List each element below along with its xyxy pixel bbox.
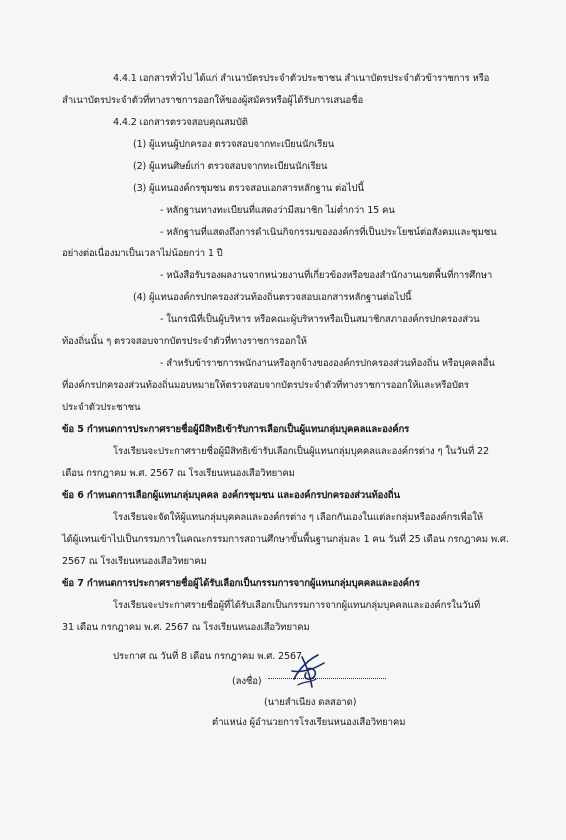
qualification-3-bullet-3: - หนังสือรับรองผลงานจากหน่วยงานที่เกี่ยวข้องหรือของสำนักงานเขตพื้นที่การศึกษา [160,270,493,281]
qualification-3-bullet-2: - หลักฐานที่แสดงถึงการดำเนินกิจกรรมขององค์กรที่เป็นประโยชน์ต่อสังคมและชุมชน [160,227,497,238]
qualification-3-bullet-1: - หลักฐานทางทะเบียนที่แสดงว่ามีสมาชิก ไม่ต่ำกว่า 15 คน [160,205,395,216]
section-7-body-1: โรงเรียนจะประกาศรายชื่อผู้ที่ได้รับเลือกเป็นกรรมการจากผู้แทนกลุ่มบุคคลและองค์กรในวันที่ [113,600,481,611]
signatory-name: (นายสำเนียง ดลสอาด) [264,697,357,708]
qualification-4-bullet-1-cont: ท้องถิ่นนั้น ๆ ตรวจสอบจากบัตรประจำตัวที่ทางราชการออกให้ [62,336,307,347]
section-6-body-3: 2567 ณ โรงเรียนหนองเสือวิทยาคม [62,556,207,567]
qualification-2: (2) ผู้แทนศิษย์เก่า ตรวจสอบจากทะเบียนนักเรียน [133,161,328,172]
qualification-3-bullet-2-cont: อย่างต่อเนื่องมาเป็นเวลาไม่น้อยกว่า 1 ปี [62,248,223,259]
item-4-4-1-line-2: สำเนาบัตรประจำตัวที่ทางราชการออกให้ของผู้สมัครหรือผู้ได้รับการเสนอชื่อ [62,95,364,106]
qualification-4-bullet-2-cont-1: ที่องค์กรปกครองส่วนท้องถิ่นมอบหมายให้ตรวจสอบจากบัตรประจำตัวที่ทางราชการออกให้และหรือบัตร [62,380,469,391]
signatory-position: ตำแหน่ง ผู้อำนวยการโรงเรียนหนองเสือวิทยาคม [212,717,406,728]
item-4-4-1-line-1: 4.4.1 เอกสารทั่วไป ได้แก่ สำเนาบัตรประจำตัวประชาชน สำเนาบัตรประจำตัวข้าราชการ หรือ [113,73,490,84]
item-4-4-2-heading: 4.4.2 เอกสารตรวจสอบคุณสมบัติ [113,117,248,128]
qualification-4-bullet-2: - สำหรับข้าราชการพนักงานหรือลูกจ้างขององค์กรปกครองส่วนท้องถิ่น หรือบุคคลอื่น [160,358,495,369]
section-6-body-1: โรงเรียนจะจัดให้ผู้แทนกลุ่มบุคคลและองค์กรต่าง ๆ เลือกกันเองในแต่ละกลุ่มหรือองค์กรเพื่อให้ [113,512,483,523]
announcement-date: ประกาศ ณ วันที่ 8 เดือน กรกฎาคม พ.ศ. 2567 [113,651,302,662]
qualification-3: (3) ผู้แทนองค์กรชุมชน ตรวจสอบเอกสารหลักฐาน ต่อไปนี้ [133,183,364,194]
section-5-body-1: โรงเรียนจะประกาศรายชื่อผู้มีสิทธิเข้ารับเลือกเป็นผู้แทนกลุ่มบุคคลและองค์กรต่าง ๆ ในวันที่ 22 [113,446,489,457]
section-5-body-2: เดือน กรกฎาคม พ.ศ. 2567 ณ โรงเรียนหนองเสือวิทยาคม [62,468,295,479]
section-6-body-2: ได้ผู้แทนเข้าไปเป็นกรรมการในคณะกรรมการสถานศึกษาขั้นพื้นฐานกลุ่มละ 1 คน วันที่ 25 เดือน กรกฎาคม พ.ศ. [62,534,509,545]
section-5-heading: ข้อ 5 กำหนดการประกาศรายชื่อผู้มีสิทธิเข้ารับการเลือกเป็นผู้แทนกลุ่มบุคคลและองค์กร [62,424,410,435]
signature-line [268,678,386,679]
sign-label: (ลงชื่อ) [232,676,262,687]
handwritten-signature [288,649,328,693]
qualification-4-bullet-2-cont-2: ประจำตัวประชาชน [62,402,141,413]
qualification-1: (1) ผู้แทนผู้ปกครอง ตรวจสอบจากทะเบียนนักเรียน [133,139,335,150]
qualification-4-bullet-1: - ในกรณีที่เป็นผู้บริหาร หรือคณะผู้บริหารหรือเป็นสมาชิกสภาองค์กรปกครองส่วน [160,314,480,325]
qualification-4: (4) ผู้แทนองค์กรปกครองส่วนท้องถิ่นตรวจสอบเอกสารหลักฐานต่อไปนี้ [133,292,412,303]
section-7-heading: ข้อ 7 กำหนดการประกาศรายชื่อผู้ได้รับเลือกเป็นกรรมการจากผู้แทนกลุ่มบุคคลและองค์กร [62,578,420,589]
section-6-heading: ข้อ 6 กำหนดการเลือกผู้แทนกลุ่มบุคคล องค์กรชุมชน และองค์กรปกครองส่วนท้องถิ่น [62,490,400,501]
section-7-body-2: 31 เดือน กรกฎาคม พ.ศ. 2567 ณ โรงเรียนหนองเสือวิทยาคม [62,622,310,633]
